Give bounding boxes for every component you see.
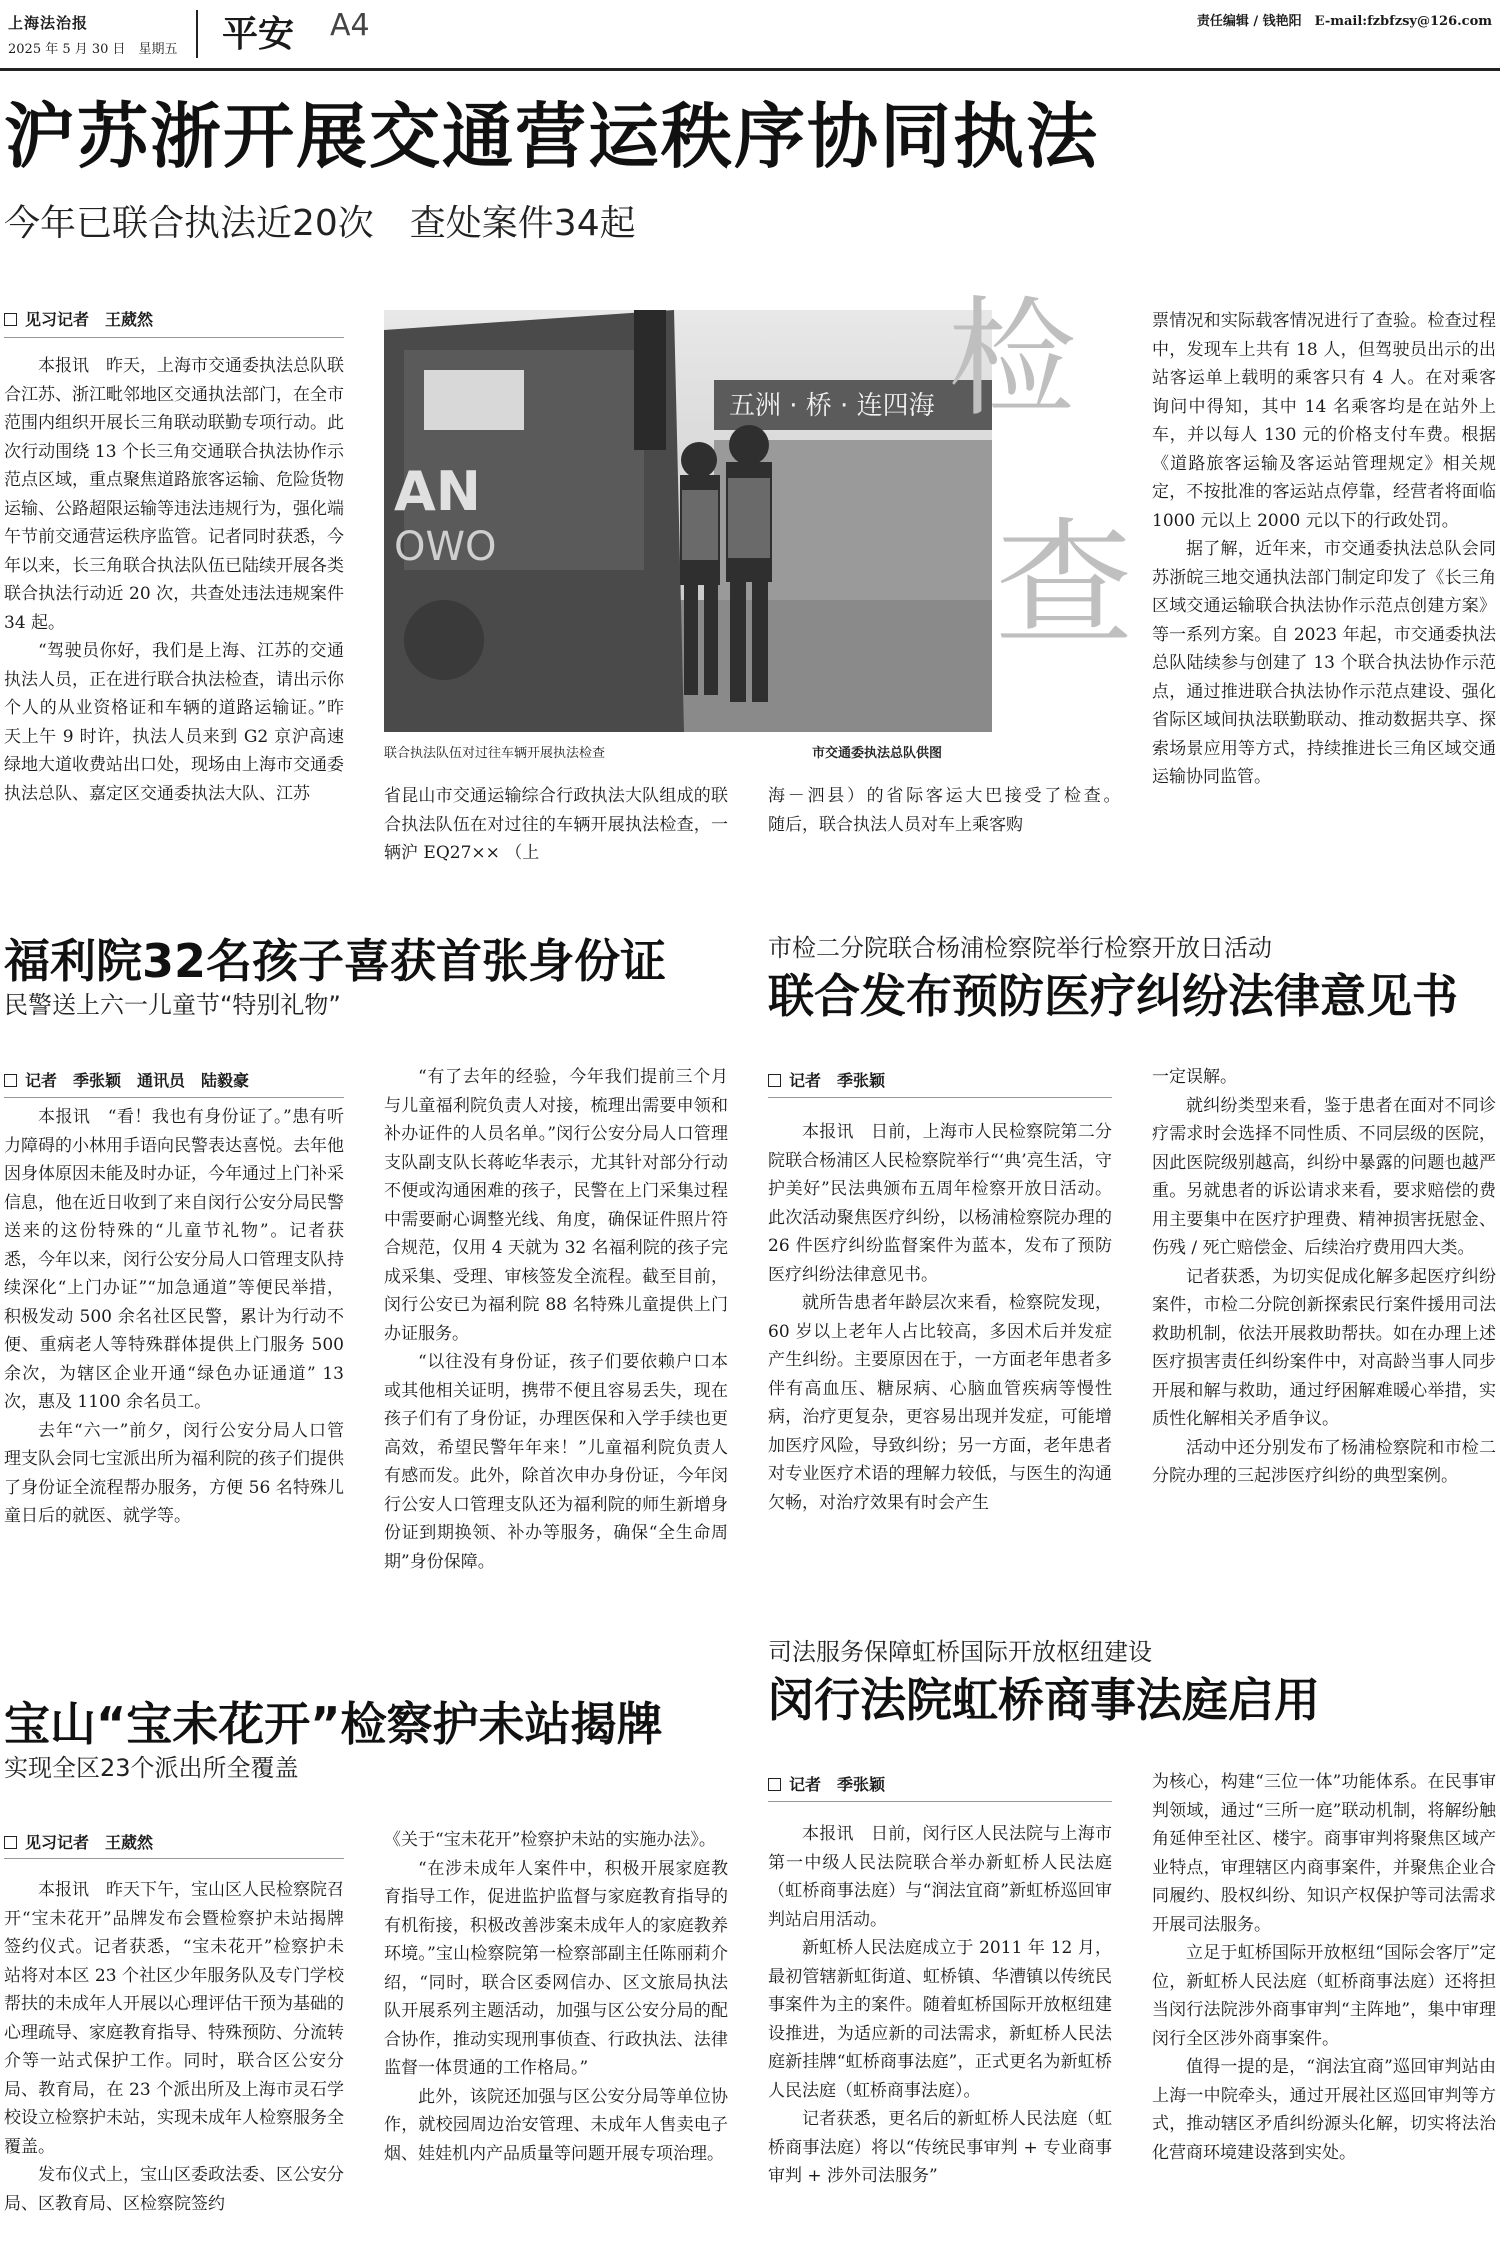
story5-column-1 [768, 1820, 1112, 2248]
byline-rule [4, 1858, 344, 1859]
paragraph: 《关于“宝未花开”检察护未站的实施办法》。 [384, 1830, 716, 1850]
issue-date: 2025 年 5 月 30 日 星期五 [8, 42, 178, 57]
paragraph: 就所告患者年龄层次来看，检察院发现，60 岁以上老年人占比较高，多因术后并发症产生纠纷。主要原因在于，一方面老年患者多伴有高血压、糖尿病、心脑血管疾病等慢性病，治疗更复杂，更容易出现并发症，可能增加医疗风险，导致纠纷；另一方面，老年患者对专业医疗术语的理解力较低，与医生的沟通欠畅，对治疗效果有时会产生 [768, 1293, 1112, 1513]
byline-rule [4, 337, 344, 338]
paragraph: 本报讯 昨天，上海市交通委执法总队联合江苏、浙江毗邻地区交通执法部门，在全市范围内组织开展长三角联动联勤专项行动。此次行动围绕 13 个长三角交通联合执法协作示范点区域，重点聚焦道路旅客运输、危险货物运输、公路超限运输等违法违规行为，强化端午节前交通营运秩序监管。记者同时获悉，今年以来，长三角联合执法队伍已陆续开展各类联合执法行动近 20 次，共查处违法违规案件 34 起。 [4, 356, 344, 633]
story2-column-1 [4, 1103, 344, 1643]
photo-toll-sign-text: 五洲 · 桥 · 连四海 [729, 391, 935, 421]
byline-box-icon [768, 1778, 781, 1791]
story5-headline: 闵行法院虹桥商事法庭启用 [768, 1673, 1320, 1727]
story3-column-2 [1152, 1063, 1496, 1583]
story5-kicker: 司法服务保障虹桥国际开放枢纽建设 [768, 1638, 1152, 1666]
story4-byline [4, 1830, 153, 1853]
paragraph: 值得一提的是，“润法宜商”巡回审判站由上海一中院牵头，通过开展社区巡回审判等方式，推动辖区矛盾纠纷源头化解，切实将法治化营商环境建设落到实处。 [1152, 2057, 1496, 2163]
story2-headline: 福利院32名孩子喜获首张身份证 [4, 934, 667, 988]
story3-column-1 [768, 1118, 1112, 1578]
byline-text: 记者 季张颖 [789, 1775, 886, 1794]
story5-column-2 [1152, 1768, 1496, 2248]
paragraph: 就纠纷类型来看，鉴于患者在面对不同诊疗需求时会选择不同性质、不同层级的医院，因此医院级别越高，纠纷中暴露的问题也越严重。另就患者的诉讼请求来看，要求赔偿的费用主要集中在医疗护理费、精神损害抚慰金、伤残 / 死亡赔偿金、后续治疗费用四大类。 [1152, 1095, 1496, 1258]
paragraph: 票情况和实际载客情况进行了查验。检查过程中，发现车上共有 18 人，但驾驶员出示的出站客运单上载明的乘客只有 4 人。在对乘客询问中得知，其中 14 名乘客均是在站外上车，并以每人 130 元的价格支付车费。根据《道路旅客运输及客运站管理规定》相关规定，不按批准的客运站点停靠，经营者将面临 1000 元以上 2000 元以下的行政处罚。 [1152, 311, 1496, 531]
newspaper-name: 上海法治报 [8, 14, 89, 32]
paragraph: 据了解，近年来，市交通委执法总队会同苏浙皖三地交通执法部门制定印发了《长三角区域交通运输联合执法协作示范点创建方案》等一系列方案。自 2023 年起，市交通委执法总队陆续参与创建了 13 个联合执法协作示范点，通过推进联合执法协作示范点建设、强化省际区域间执法联勤联动、推动数据共享、探索场景应用等方式，持续推进长三角区域交通运输协同监管。 [1152, 539, 1496, 787]
byline-rule [4, 1097, 344, 1098]
page-number: A4 [330, 8, 370, 43]
paragraph: 一定误解。 [1152, 1067, 1237, 1087]
calligraphy-char-1: 检 [948, 285, 1077, 434]
story1-column-2 [384, 782, 728, 872]
story3-kicker: 市检二分院联合杨浦检察院举行检察开放日活动 [768, 934, 1272, 962]
paragraph: 记者获悉，更名后的新虹桥人民法庭（虹桥商事法庭）将以“传统民事审判 + 专业商事审判 + 涉外司法服务” [768, 2109, 1112, 2186]
paragraph: 立足于虹桥国际开放枢纽“国际会客厅”定位，新虹桥人民法庭（虹桥商事法庭）还将担当闵行法院涉外商事审判“主阵地”，集中审理闵行全区涉外商事案件。 [1152, 1943, 1496, 2049]
byline-rule [768, 1801, 1112, 1802]
paragraph: 发布仪式上，宝山区委政法委、区公安分局、区教育局、区检察院签约 [4, 2165, 344, 2214]
story1-byline [4, 307, 153, 330]
story5-byline [768, 1772, 885, 1795]
paragraph: “有了去年的经验，今年我们提前三个月与儿童福利院负责人对接，梳理出需要申领和补办证件的人员名单。”闵行公安分局人口管理支队副支队长蒋屹华表示，尤其针对部分行动不便或沟通困难的孩子，民警在上门采集过程中需要耐心调整光线、角度，确保证件照片符合规范，仅用 4 天就为 32 名福利院的孩子完成采集、受理、审核签发全流程。截至目前，闵行公安已为福利院 88 名特殊儿童提供上门办证服务。 [384, 1067, 728, 1344]
paragraph: 活动中还分别发布了杨浦检察院和市检二分院办理的三起涉医疗纠纷的典型案例。 [1152, 1437, 1496, 1486]
byline-box-icon [4, 1836, 17, 1849]
byline-text: 见习记者 王葳然 [25, 1833, 154, 1852]
story3-headline: 联合发布预防医疗纠纷法律意见书 [768, 969, 1458, 1023]
story1-column-4 [1152, 307, 1496, 872]
story2-column-2 [384, 1063, 728, 1643]
story4-column-2 [384, 1826, 728, 2248]
story4-subheadline: 实现全区23个派出所全覆盖 [4, 1754, 299, 1782]
paragraph: “在涉未成年人案件中，积极开展家庭教育指导工作，促进监护监督与家庭教育指导的有机衔接，积极改善涉案未成年人的家庭教养环境。”宝山检察院第一检察部副主任陈丽莉介绍，“同时，联合区委网信办、区文旅局执法队开展系列主题活动，加强与区公安分局的配合协作，推动实现刑事侦查、行政执法、法律监督一体贯通的工作格局。” [384, 1858, 728, 2078]
editor-credit: 责任编辑 / 钱艳阳 E-mail:fzbfzsy@126.com [1196, 14, 1492, 29]
story4-column-1 [4, 1876, 344, 2248]
paragraph: 本报讯 “看！我也有身份证了。”患有听力障碍的小林用手语向民警表达喜悦。去年他因身体原因未能及时办证，今年通过上门补采信息，他在近日收到了来自闵行公安分局民警送来的这份特殊的“儿童节礼物”。记者获悉，今年以来，闵行公安分局人口管理支队持续深化“上门办证”“加急通道”等便民举措，积极发动 500 余名社区民警，累计为行动不便、重病老人等特殊群体提供上门服务 500 余次，为辖区企业开通“绿色办证通道” 13 次，惠及 1100 余名员工。 [4, 1107, 344, 1412]
svg-text:OWO: OWO [394, 524, 497, 570]
byline-box-icon [4, 313, 17, 326]
paragraph: “以往没有身份证，孩子们要依赖户口本或其他相关证明，携带不便且容易丢失，现在孩子们有了身份证，办理医保和入学手续也更高效，希望民警年年来！”儿童福利院负责人有感而发。此外，除首次申办身份证，今年闵行公安人口管理支队还为福利院的师生新增身份证到期换领、补办等服务，确保“全生命周期”身份保障。 [384, 1352, 728, 1572]
paragraph: 本报讯 日前，上海市人民检察院第二分院联合杨浦区人民检察院举行“‘典’亮生活，守护美好”民法典颁布五周年检察开放日活动。此次活动聚焦医疗纠纷，以杨浦检察院办理的 26 件医疗纠纷监督案件为蓝本，发布了预防医疗纠纷法律意见书。 [768, 1122, 1112, 1285]
paragraph: 省昆山市交通运输综合行政执法大队组成的联合执法队伍在对过往的车辆开展执法检查，一辆沪 EQ27×× （上 [384, 786, 728, 863]
paragraph: 去年“六一”前夕，闵行公安分局人口管理支队会同七宝派出所为福利院的孩子们提供了身份证全流程帮办服务，方便 56 名特殊儿童日后的就医、就学等。 [4, 1420, 344, 1526]
masthead-divider [196, 10, 198, 58]
story4-headline: 宝山“宝未花开”检察护未站揭牌 [4, 1697, 663, 1751]
section-name: 平安 [222, 14, 295, 55]
story2-subheadline: 民警送上六一儿童节“特别礼物” [4, 991, 341, 1019]
photo-credit: 市交通委执法总队供图 [812, 746, 943, 761]
paragraph: 记者获悉，为切实促成化解多起医疗纠纷案件，市检二分院创新探索民行案件援用司法救助机制，依法开展救助帮扶。如在办理上述医疗损害责任纠纷案件中，对高龄当事人同步开展和解与救助，通过纾困解难暖心举措，实质性化解相关矛盾争议。 [1152, 1266, 1496, 1429]
paragraph: 本报讯 日前，闵行区人民法院与上海市第一中级人民法院联合举办新虹桥人民法庭（虹桥商事法庭）与“润法宜商”新虹桥巡回审判站启用活动。 [768, 1824, 1112, 1930]
paragraph: 本报讯 昨天下午，宝山区人民检察院召开“宝未花开”品牌发布会暨检察护未站揭牌签约仪式。记者获悉，“宝未花开”检察护未站将对本区 23 个社区少年服务队及专门学校帮扶的未成年人开展以心理评估干预为基础的心理疏导、家庭教育指导、特殊预防、分流转介等一站式保护工作。同时，联合区公安分局、教育局，在 23 个派出所及上海市灵石学校设立检察护未站，实现未成年人检察服务全覆盖。 [4, 1880, 344, 2157]
story1-column-1 [4, 352, 344, 872]
byline-text: 记者 季张颖 [789, 1071, 886, 1090]
masthead-rule [0, 68, 1500, 71]
story1-subheadline: 今年已联合执法近20次 查处案件34起 [4, 203, 636, 244]
photo-caption: 联合执法队伍对过往车辆开展执法检查 [384, 746, 606, 761]
paragraph: 海－泗县）的省际客运大巴接受了检查。 随后，联合执法人员对车上乘客购 [768, 786, 1146, 835]
story2-byline [4, 1068, 249, 1091]
paragraph: 此外，该院还加强与区公安分局等单位协作，就校园周边治安管理、未成年人售卖电子烟、娃娃机内产品质量等问题开展专项治理。 [384, 2086, 728, 2164]
byline-rule [768, 1097, 1112, 1098]
story3-byline [768, 1068, 885, 1091]
byline-text: 见习记者 王葳然 [25, 310, 154, 329]
story1-column-3 [768, 782, 1146, 872]
story1-headline: 沪苏浙开展交通营运秩序协同执法 [4, 95, 1100, 178]
byline-box-icon [4, 1074, 17, 1087]
byline-text: 记者 季张颖 通讯员 陆毅豪 [25, 1071, 250, 1090]
svg-text:AN: AN [394, 460, 481, 523]
paragraph: “驾驶员你好，我们是上海、江苏的交通执法人员，正在进行联合执法检查，请出示你个人的从业资格证和车辆的道路运输证。”昨天上午 9 时许，执法人员来到 G2 京沪高速绿地大道收费站出口处，现场由上海市交通委执法总队、嘉定区交通委执法大队、江苏 [4, 641, 344, 804]
paragraph: 为核心，构建“三位一体”功能体系。在民事审判领域，通过“三所一庭”联动机制，将解纷触角延伸至社区、楼宇。商事审判将聚焦区域产业特点，审理辖区内商事案件，并聚焦企业合同履约、股权纠纷、知识产权保护等司法需求开展司法服务。 [1152, 1772, 1496, 1935]
calligraphy-char-2: 查 [995, 504, 1134, 665]
byline-box-icon [768, 1074, 781, 1087]
photo-illustration [384, 310, 992, 732]
story1-photo [384, 310, 992, 732]
paragraph: 新虹桥人民法庭成立于 2011 年 12 月，最初管辖新虹街道、虹桥镇、华漕镇以传统民事案件为主的案件。随着虹桥国际开放枢纽建设推进，为适应新的司法需求，新虹桥人民法庭新挂牌“虹桥商事法庭”，正式更名为新虹桥人民法庭（虹桥商事法庭）。 [768, 1938, 1112, 2101]
